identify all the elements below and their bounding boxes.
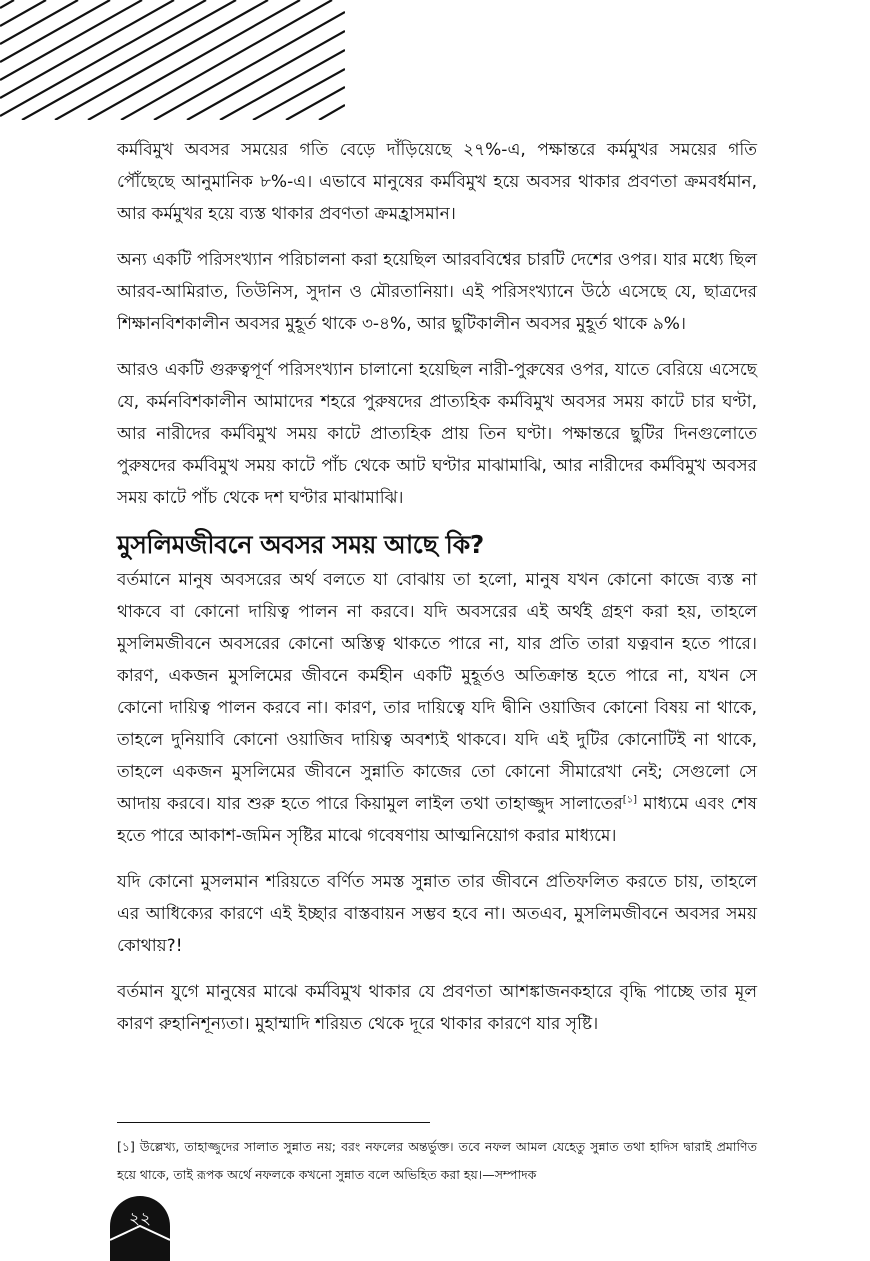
page-number: ২২ xyxy=(128,1209,152,1229)
footnote: [১] উল্লেখ্য, তাহাজ্জুদের সালাত সুন্নাত নয়; বরং নফলের অন্তর্ভুক্ত। তবে নফল আমল যেহেতু সুন্নাত তথা হাদিস দ্বারাই প্রমাণিত হয়ে থাকে, তাই রূপক অর্থে নফলকে কখনো সুন্নাত বলে অভিহিত করা হয়।—সম্পাদক xyxy=(117,1139,757,1182)
footnote-divider xyxy=(117,1122,430,1123)
paragraph-4-text-end: মাধ্যমে এবং শেষ হতে পারে আকাশ-জমিন সৃষ্টির মাঝে গবেষণায় আত্মনিয়োগ করার মাধ্যমে। xyxy=(117,794,757,846)
paragraph-2: অন্য একটি পরিসংখ্যান পরিচালনা করা হয়েছিল আরববিশ্বের চারটি দেশের ওপর। যার মধ্যে ছিল আরব-আমিরাত, তিউনিস, সুদান ও মৌরতানিয়া। এই পরিসংখ্যানে উঠে এসেছে যে, ছাত্রদের শিক্ষানবিশকালীন অবসর মুহূর্ত থাকে ৩-৪%, আর ছুটিকালীন অবসর মুহূর্ত থাকে ৯%। xyxy=(117,250,757,334)
paragraph-3: আরও একটি গুরুত্বপূর্ণ পরিসংখ্যান চালানো হয়েছিল নারী-পুরুষের ওপর, যাতে বেরিয়ে এসেছে যে, কর্মনবিশকালীন আমাদের শহরে পুরুষদের প্রাত্যহিক কর্মবিমুখ অবসর সময় কাটে চার ঘণ্টা, আর নারীদের কর্মবিমুখ সময় কাটে প্রাত্যহিক প্রায় তিন ঘণ্টা। পক্ষান্তরে ছুটির দিনগুলোতে পুরুষদের কর্মবিমুখ সময় কাটে পাঁচ থেকে আট ঘণ্টার মাঝামাঝি, আর নারীদের কর্মবিমুখ অবসর সময় কাটে পাঁচ থেকে দশ ঘণ্টার মাঝামাঝি। xyxy=(117,360,757,508)
paragraph-4-text: বর্তমানে মানুষ অবসরের অর্থ বলতে যা বোঝায় তা হলো, মানুষ যখন কোনো কাজে ব্যস্ত না থাকবে বা কোনো দায়িত্ব পালন না করবে। যদি অবসরের এই অর্থই গ্রহণ করা হয়, তাহলে মুসলিমজীবনে অবসরের কোনো অস্তিত্ব থাকতে পারে না, যার প্রতি তারা যত্নবান হতে পারে। কারণ, একজন মুসলিমের জীবনে কর্মহীন একটি মুহূর্তও অতিক্রান্ত হতে পারে না, যখন সে কোনো দায়িত্ব পালন করবে না। কারণ, তার দায়িত্বে যদি দ্বীনি ওয়াজিব কোনো বিষয় না থাকে, তাহলে দুনিয়াবি কোনো ওয়াজিব দায়িত্ব অবশ্যই থাকবে। যদি এই দুটির কোনোটিই না থাকে, তাহলে একজন মুসলিমের জীবনে সুন্নাতি কাজের তো কোনো সীমারেখা নেই; সেগুলো সে আদায় করবে। যার শুরু হতে পারে কিয়ামুল লাইল তথা তাহাজ্জুদ সালাতের xyxy=(117,570,757,814)
paragraph-5: যদি কোনো মুসলমান শরিয়তে বর্ণিত সমস্ত সুন্নাত তার জীবনে প্রতিফলিত করতে চায়, তাহলে এর আধিক্যের কারণে এই ইচ্ছার বাস্তবায়ন সম্ভব হবে না। অতএব, মুসলিমজীবনে অবসর সময় কোথায়?! xyxy=(117,872,757,956)
section-heading: মুসলিমজীবনে অবসর সময় আছে কি? xyxy=(117,530,484,559)
paragraph-1: কর্মবিমুখ অবসর সময়ের গতি বেড়ে দাঁড়িয়েছে ২৭%-এ, পক্ষান্তরে কর্মমুখর সময়ের গতি পৌঁছেছে আনুমানিক ৮%-এ। এভাবে মানুষের কর্মবিমুখ হয়ে অবসর থাকার প্রবণতা ক্রমবর্ধমান, আর কর্মমুখর হয়ে ব্যস্ত থাকার প্রবণতা ক্রমহ্রাসমান। xyxy=(117,140,757,224)
footnote-marker: [১] xyxy=(622,794,637,806)
paragraph-4 xyxy=(117,564,757,852)
paragraph-6: বর্তমান যুগে মানুষের মাঝে কর্মবিমুখ থাকার যে প্রবণতা আশঙ্কাজনকহারে বৃদ্ধি পাচ্ছে তার মূল কারণ রুহানিশূন্যতা। মুহাম্মাদি শরিয়ত থেকে দূরে থাকার কারণে যার সৃষ্টি। xyxy=(117,982,757,1034)
decorative-stripes xyxy=(0,0,345,120)
page-content xyxy=(117,134,757,1054)
